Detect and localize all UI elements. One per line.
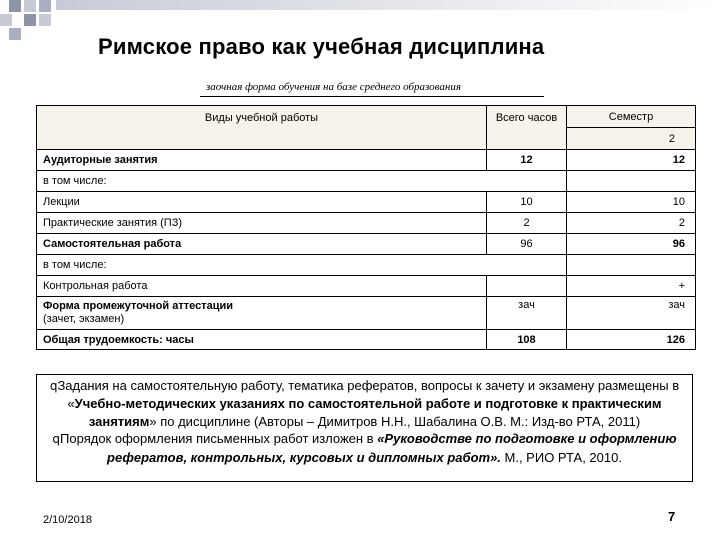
row-semester (567, 255, 696, 276)
row-label: в том числе: (37, 171, 567, 192)
row-total (487, 276, 567, 297)
decor-square (0, 14, 12, 26)
row-label-line1: Форма промежуточной аттестации (43, 300, 233, 312)
note-paragraph-1 (41, 377, 688, 430)
table-row (37, 150, 696, 171)
row-total: зач (487, 297, 567, 330)
table-row (37, 297, 696, 330)
table-row (37, 234, 696, 255)
bullet-icon: q (52, 432, 61, 447)
header-gradient-bar (56, 0, 720, 10)
note-text: Порядок оформления письменных работ изложен в (60, 431, 378, 447)
decor-square (9, 28, 21, 40)
row-label: в том числе: (37, 255, 567, 276)
decor-square (39, 14, 51, 26)
row-semester: 126 (567, 330, 696, 350)
row-semester: 12 (567, 150, 696, 171)
note-text: » по дисциплине (Авторы – Димитров Н.Н., Шабалина О.В. М.: Изд-во РТА, 2011) (149, 413, 641, 429)
row-total: 2 (487, 213, 567, 234)
row-semester: + (567, 276, 696, 297)
slide-title: Римское право как учебная дисциплина (98, 34, 545, 59)
decor-square (9, 0, 21, 12)
subtitle-underline (200, 96, 544, 97)
row-label: Лекции (37, 192, 487, 213)
row-semester: 2 (567, 213, 696, 234)
row-label: Контрольная работа (37, 276, 487, 297)
decor-square (24, 14, 36, 26)
bullet-icon: q (49, 379, 58, 393)
header-work-types: Виды учебной работы (37, 106, 487, 150)
table-row (37, 276, 696, 297)
header-total-hours: Всего часов (487, 106, 567, 150)
row-label: Практические занятия (ПЗ) (37, 213, 487, 234)
table-header-row (37, 106, 696, 128)
table-row (37, 255, 696, 276)
study-load-table (36, 105, 696, 350)
table-row (37, 213, 696, 234)
note-bold-text: Учебно-методических указаниях по самостоятельной работе и подготовке к практическим занятиям (74, 396, 662, 429)
table-row (37, 192, 696, 213)
row-semester: 96 (567, 234, 696, 255)
note-text: Задания на самостоятельную работу, тематика рефератов, вопросы к зачету и экзамену размещены в « (57, 378, 680, 412)
slide-subtitle: заочная форма обучения на базе среднего образования (206, 81, 461, 93)
row-semester (567, 171, 696, 192)
note-paragraph-2 (41, 430, 688, 466)
row-total: 12 (487, 150, 567, 171)
row-total: 96 (487, 234, 567, 255)
row-label: Общая трудоемкость: часы (37, 330, 487, 350)
note-text: М., РИО РТА, 2010. (500, 449, 622, 465)
row-label-line2: (зачет, экзамен) (43, 313, 125, 325)
decor-square (39, 0, 51, 12)
row-semester: зач (567, 297, 696, 330)
notes-box (36, 374, 693, 482)
row-label (37, 297, 487, 330)
decor-square (24, 0, 36, 12)
row-semester: 10 (567, 192, 696, 213)
slide-date: 2/10/2018 (43, 514, 92, 526)
note-bold-italic-text: «Руководстве по подготовке и оформлению рефератов, контрольных, курсовых и дипломных работ». (107, 431, 677, 465)
table-row (37, 330, 696, 350)
row-label: Самостоятельная работа (37, 234, 487, 255)
header-semester: Семестр (567, 106, 696, 128)
table-row (37, 171, 696, 192)
row-total: 108 (487, 330, 567, 350)
row-label: Аудиторные занятия (37, 150, 487, 171)
header-semester-number: 2 (567, 128, 696, 150)
row-total: 10 (487, 192, 567, 213)
page-number: 7 (668, 509, 676, 524)
